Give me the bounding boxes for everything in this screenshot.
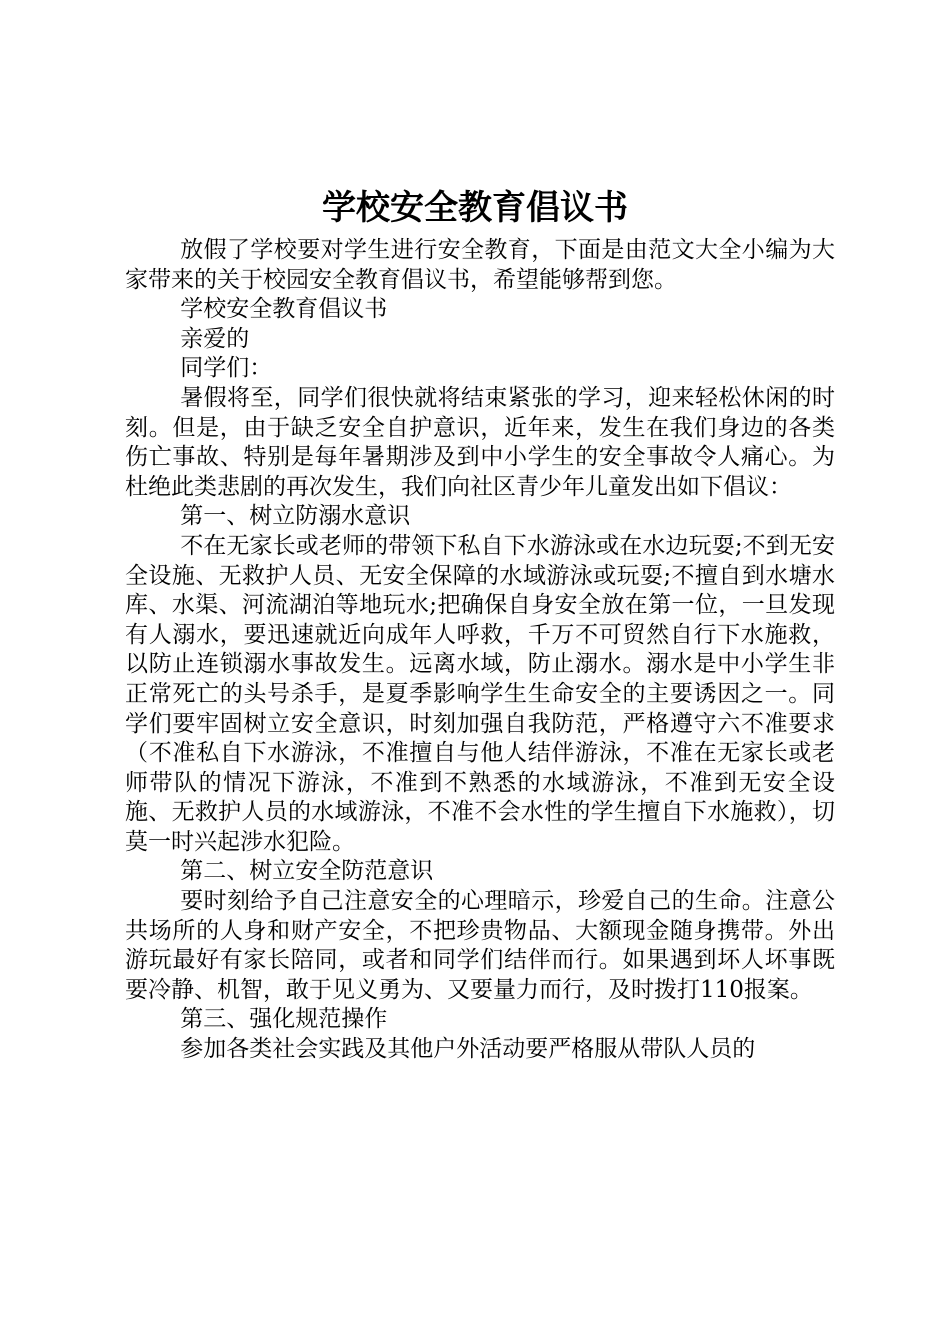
- section-heading-2: 第二、树立安全防范意识: [180, 858, 434, 885]
- body-paragraph: 不在无家长或老师的带领下私自下水游泳或在水边玩耍;不到无安全设施、无救护人员、无安全保障的水域游泳或玩耍;不擅自到水塘水库、水渠、河流湖泊等地玩水;把确保自身安全放在第一位，一旦发现有人溺水，要迅速就近向成年人呼救，千万不可贸然自行下水施救，以防止连锁溺水事故发生。远离水域，防止溺水。溺水是中小学生非正常死亡的头号杀手，是夏季影响学生生命安全的主要诱因之一。同学们要牢固树立安全意识，时刻加强自我防范，严格遵守六不准要求（不准私自下水游泳，不准擅自与他人结伴游泳，不准在无家长或老师带队的情况下游泳，不准到不熟悉的水域游泳，不准到无安全设施、无救护人员的水域游泳，不准不会水性的学生擅自下水施救），切莫一时兴起涉水犯险。: [125, 532, 835, 855]
- document-body: [125, 236, 835, 1065]
- intro-paragraph: 放假了学校要对学生进行安全教育，下面是由范文大全小编为大家带来的关于校园安全教育倡议书，希望能够帮到您。: [125, 237, 835, 293]
- document-title: 学校安全教育倡议书: [322, 188, 628, 228]
- body-paragraph: 要时刻给予自己注意安全的心理暗示，珍爱自己的生命。注意公共场所的人身和财产安全，不把珍贵物品、大额现金随身携带。外出游玩最好有家长陪同，或者和同学们结伴而行。如果遇到坏人坏事既要冷静、机智，敢于见义勇为、又要量力而行，及时拨打110报案。: [125, 888, 835, 1003]
- body-paragraph: 参加各类社会实践及其他户外活动要严格服从带队人员的: [180, 1036, 756, 1063]
- section-heading-1: 第一、树立防溺水意识: [180, 503, 411, 530]
- body-paragraph: 暑假将至，同学们很快就将结束紧张的学习，迎来轻松休闲的时刻。但是，由于缺乏安全自护意识，近年来，发生在我们身边的各类伤亡事故、特别是每年暑期涉及到中小学生的安全事故令人痛心。为杜绝此类悲剧的再次发生，我们向社区青少年儿童发出如下倡议：: [125, 384, 835, 500]
- salutation-line-2: 同学们：: [180, 355, 273, 382]
- salutation-line-1: 亲爱的: [180, 325, 250, 352]
- section-heading-3: 第三、强化规范操作: [180, 1006, 388, 1033]
- subtitle-line: 学校安全教育倡议书: [180, 296, 388, 323]
